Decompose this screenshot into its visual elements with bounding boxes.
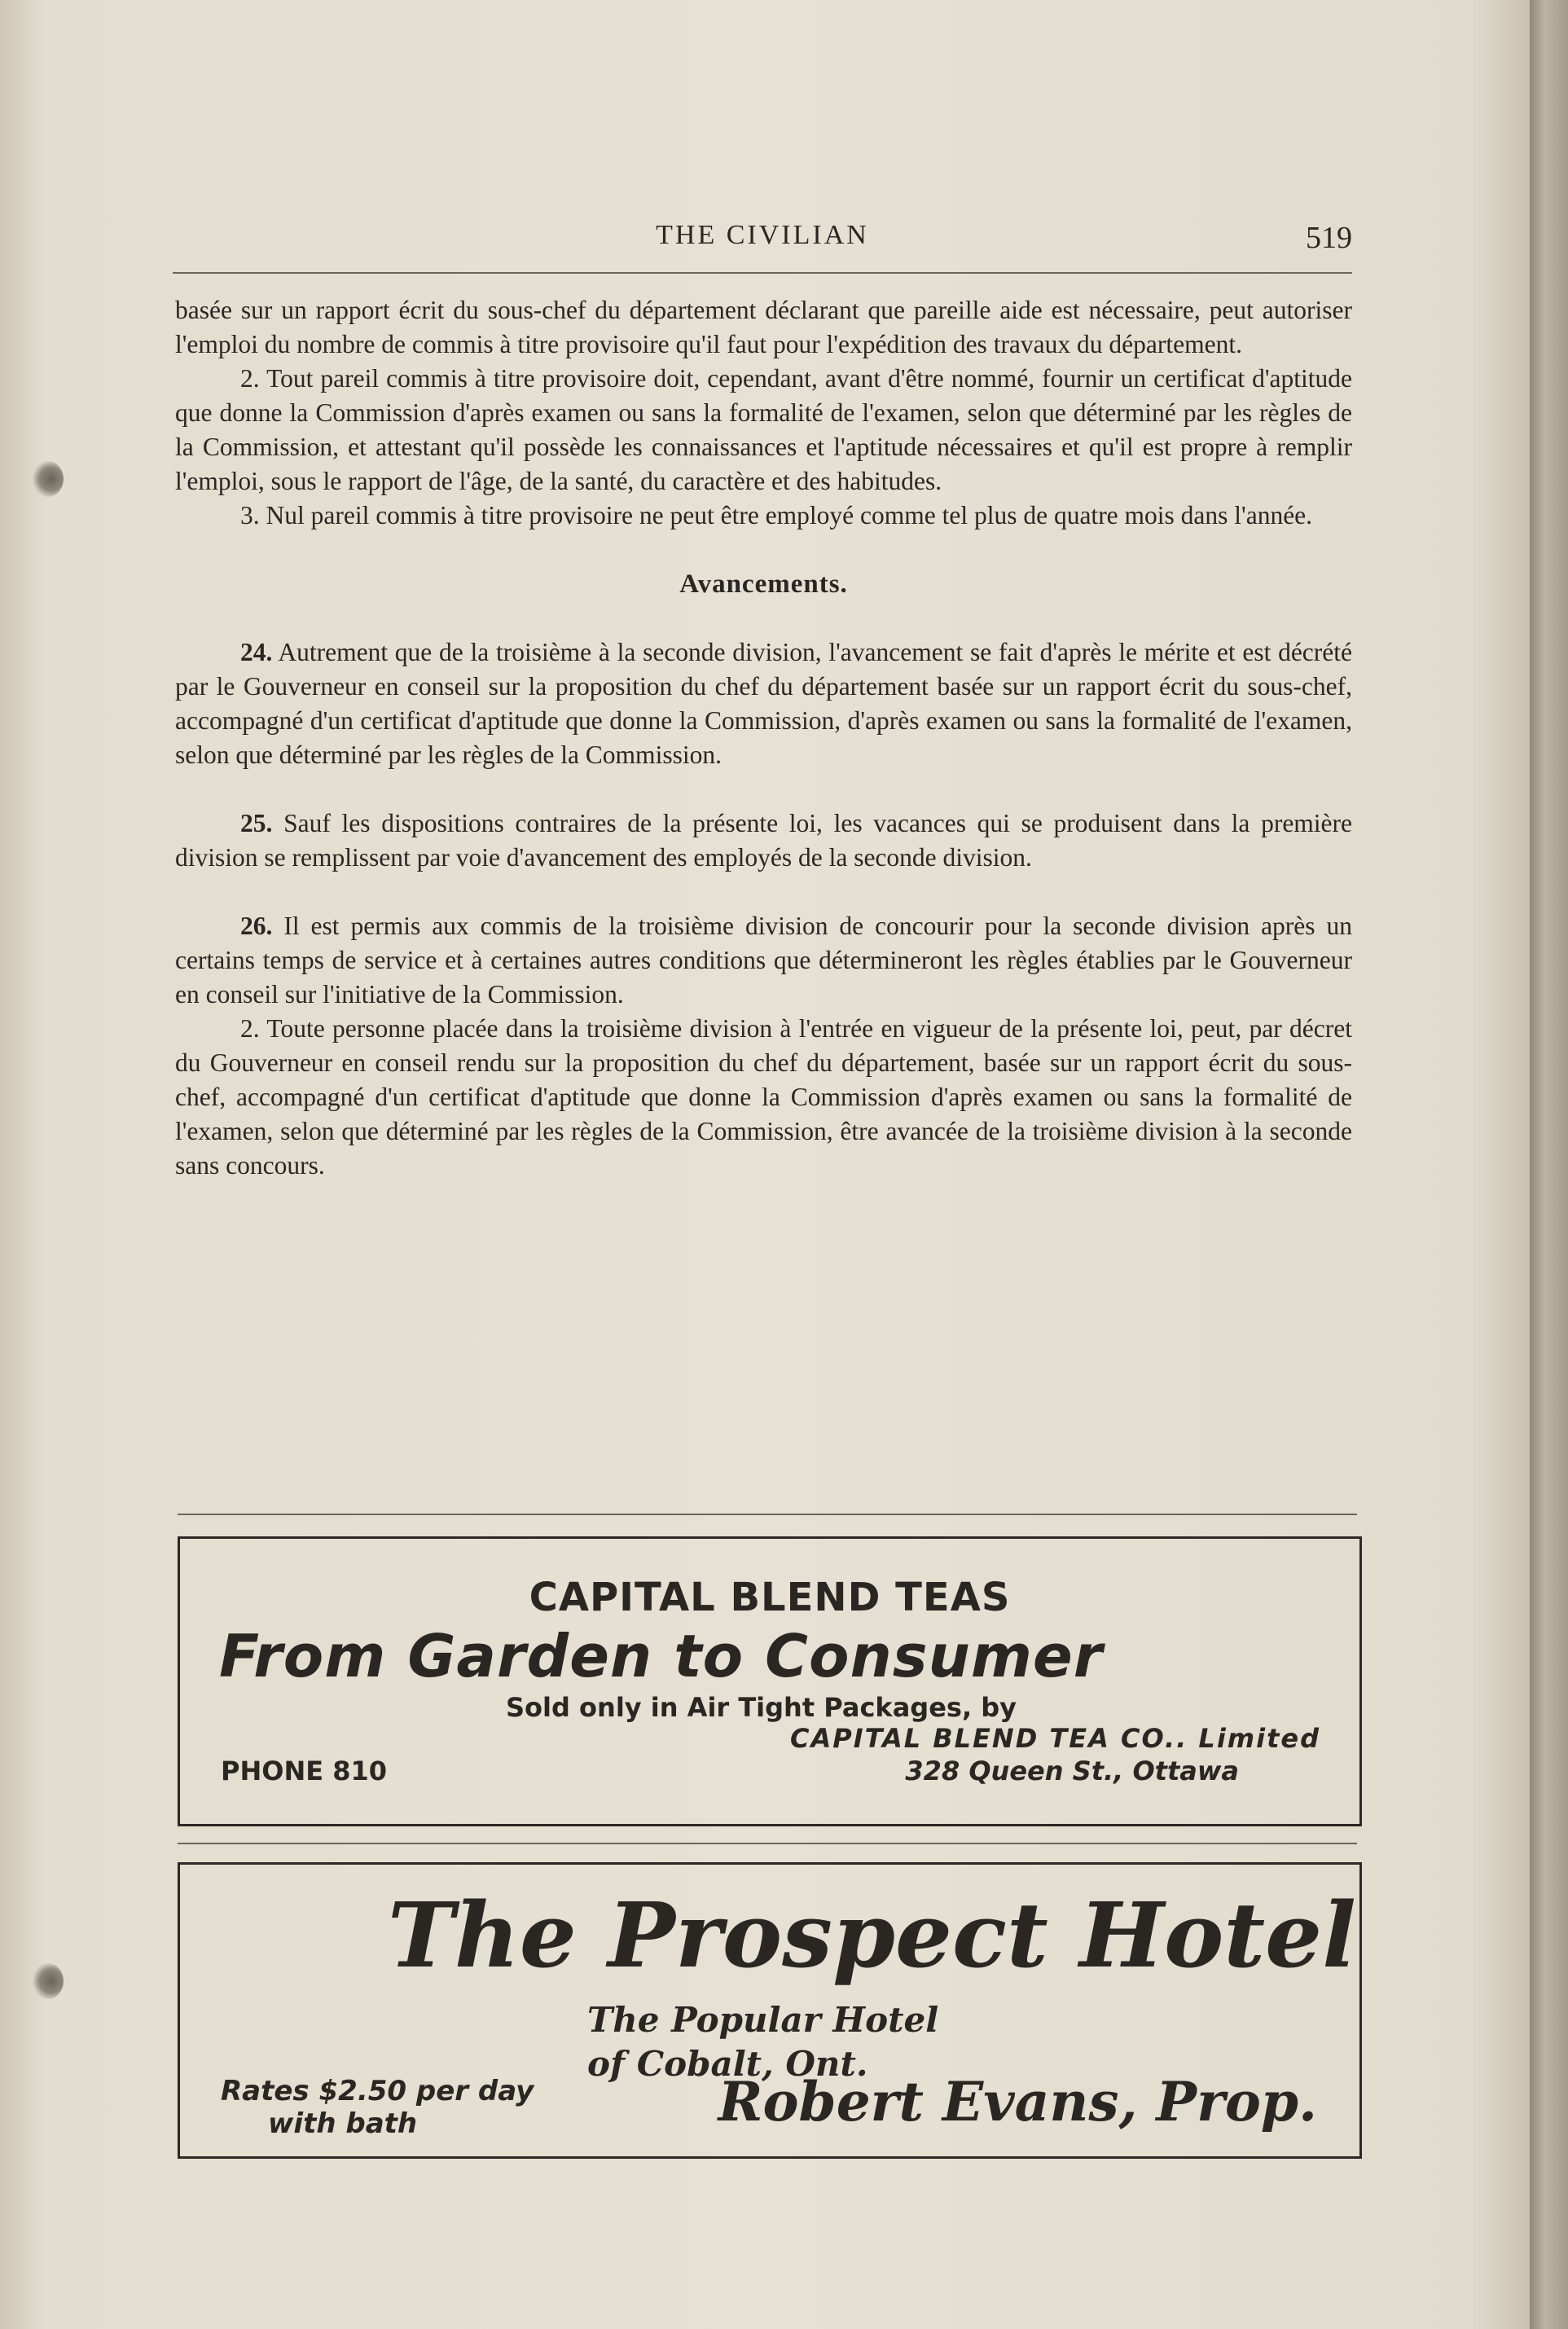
ad-address: 328 Queen St., Ottawa — [905, 1756, 1239, 1786]
binding-hole — [33, 461, 64, 497]
header-rule — [173, 272, 1352, 274]
section-24 — [175, 635, 1352, 772]
tea-advertisement — [178, 1536, 1362, 1826]
section-26 — [175, 909, 1352, 1012]
ad-phone: PHONE 810 — [221, 1756, 388, 1786]
section-text: Autrement que de la troisième à la seconde division, l'avancement se fait d'après le mérite et est décrété par le Gouverneur en conseil sur la proposition du chef du département basée sur un rapport écrit du sous-chef, accompagné d'un certificat d'aptitude que donne la Commission, d'après examen ou sans la formalité de l'examen, selon que déterminé par les règles de la Commission. — [175, 638, 1352, 769]
binding-hole — [33, 1963, 64, 1999]
ad-tagline: The Popular Hotel — [587, 2000, 939, 2040]
paragraph: 3. Nul pareil commis à titre provisoire ne peut être employé comme tel plus de quatre mois dans l'année. — [240, 501, 1313, 530]
article-body — [175, 293, 1352, 1183]
paragraph: basée sur un rapport écrit du sous-chef du département déclarant que pareille aide est nécessaire, peut autoriser l'emploi du nombre de commis à titre provisoire qu'il faut pour l'expédition des travaux du département. — [175, 296, 1352, 358]
section-text: Il est permis aux commis de la troisième division de concourir pour la seconde division après un certains temps de service et à certaines autres conditions que détermineront les règles établies par le Gouverneur en conseil sur l'initiative de la Commission. — [175, 912, 1352, 1009]
ad-slogan: From Garden to Consumer — [219, 1622, 1104, 1690]
ad-company: CAPITAL BLEND TEA CO.. Limited — [790, 1723, 1320, 1754]
ad-hotel-name: The Prospect Hotel — [388, 1883, 1356, 1988]
running-header — [173, 213, 1352, 262]
section-number: 25. — [240, 809, 273, 837]
section-25 — [175, 806, 1352, 875]
section-text: Sauf les dispositions contraires de la présente loi, les vacances qui se produisent dans la première division se remplissent par voie d'avancement des employés de la seconde division. — [175, 809, 1353, 872]
divider — [178, 1843, 1357, 1844]
hotel-advertisement — [178, 1862, 1362, 2159]
ad-brand: CAPITAL BLEND TEAS — [529, 1575, 1011, 1620]
ad-rates: Rates $2.50 per day — [221, 2075, 534, 2107]
section-number: 24. — [240, 638, 273, 666]
page-edge — [1530, 0, 1568, 2329]
paragraph: 2. Tout pareil commis à titre provisoire doit, cependant, avant d'être nommé, fournir un certificat d'aptitude que donne la Commission d'après examen ou sans la formalité de l'examen, selon que déterminé par les règles de la Commission, et attestant qu'il possède les connaissances et l'aptitude nécessaires et qu'il est propre à remplir l'emploi, sous le rapport de l'âge, de la santé, du caractère et des habitudes. — [175, 364, 1352, 495]
ad-location: of Cobalt, Ont. — [587, 2044, 868, 2084]
section-number: 26. — [240, 912, 273, 940]
ad-proprietor: Robert Evans, Prop. — [718, 2070, 1317, 2133]
ad-rates-detail: with bath — [268, 2107, 418, 2140]
page-number: 519 — [1306, 221, 1352, 255]
journal-title: THE CIVILIAN — [656, 220, 869, 250]
paragraph: 2. Toute personne placée dans la troisième division à l'entrée en vigueur de la présente loi, peut, par décret du Gouverneur en conseil rendu sur la proposition du chef du département, basée sur un rapport écrit du sous-chef, accompagné d'un certificat d'aptitude que donne la Commission d'après examen ou sans la formalité de l'examen, selon que déterminé par les règles de la Commission, être avancée de la troisième division à la seconde sans concours. — [175, 1014, 1352, 1180]
section-heading: Avancements. — [679, 569, 848, 599]
divider — [178, 1514, 1357, 1515]
ad-packaging: Sold only in Air Tight Packages, by — [506, 1692, 1017, 1723]
